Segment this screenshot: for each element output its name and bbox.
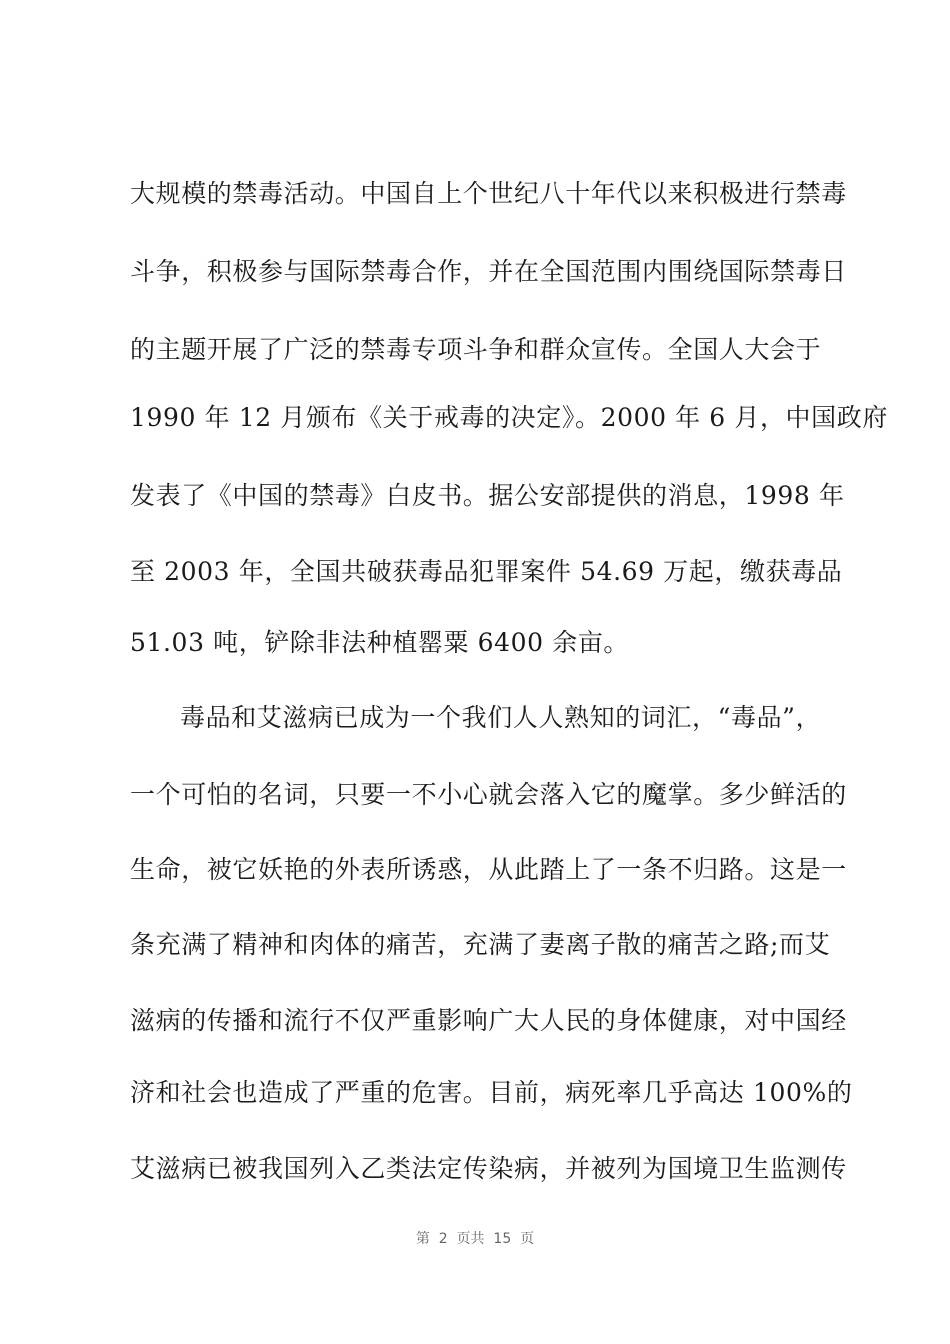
text-line: 51.03 吨，铲除非法种植罂粟 6400 余亩。 — [130, 628, 630, 657]
text-line: 济和社会也造成了严重的危害。目前，病死率几乎高达 100%的 — [130, 1078, 853, 1107]
text-line: 斗争，积极参与国际禁毒合作，并在全国范围内围绕国际禁毒日 — [130, 257, 847, 286]
text-line: 至 2003 年，全国共破获毒品犯罪案件 54.69 万起，缴获毒品 — [130, 557, 843, 586]
text-line: 大规模的禁毒活动。中国自上个世纪八十年代以来积极进行禁毒 — [130, 179, 847, 208]
page-number-footer: 第 2 页共 15 页 — [415, 1231, 535, 1247]
text-line: 艾滋病已被我国列入乙类法定传染病，并被列为国境卫生监测传 — [130, 1154, 847, 1183]
paragraph-first-line: 毒品和艾滋病已成为一个我们人人熟知的词汇，“毒品”， — [180, 703, 822, 732]
text-line: 滋病的传播和流行不仅严重影响广大人民的身体健康，对中国经 — [130, 1006, 847, 1035]
text-line: 发表了《中国的禁毒》白皮书。据公安部提供的消息，1998 年 — [130, 481, 845, 510]
text-line: 一个可怕的名词，只要一不小心就会落入它的魔掌。多少鲜活的 — [130, 780, 847, 809]
text-line: 1990 年 12 月颁布《关于戒毒的决定》。2000 年 6 月，中国政府 — [130, 403, 888, 432]
text-line: 条充满了精神和肉体的痛苦，充满了妻离子散的痛苦之路;而艾 — [130, 930, 831, 959]
text-line: 生命，被它妖艳的外表所诱惑，从此踏上了一条不归路。这是一 — [130, 855, 847, 884]
text-line: 的主题开展了广泛的禁毒专项斗争和群众宣传。全国人大会于 — [130, 335, 822, 364]
